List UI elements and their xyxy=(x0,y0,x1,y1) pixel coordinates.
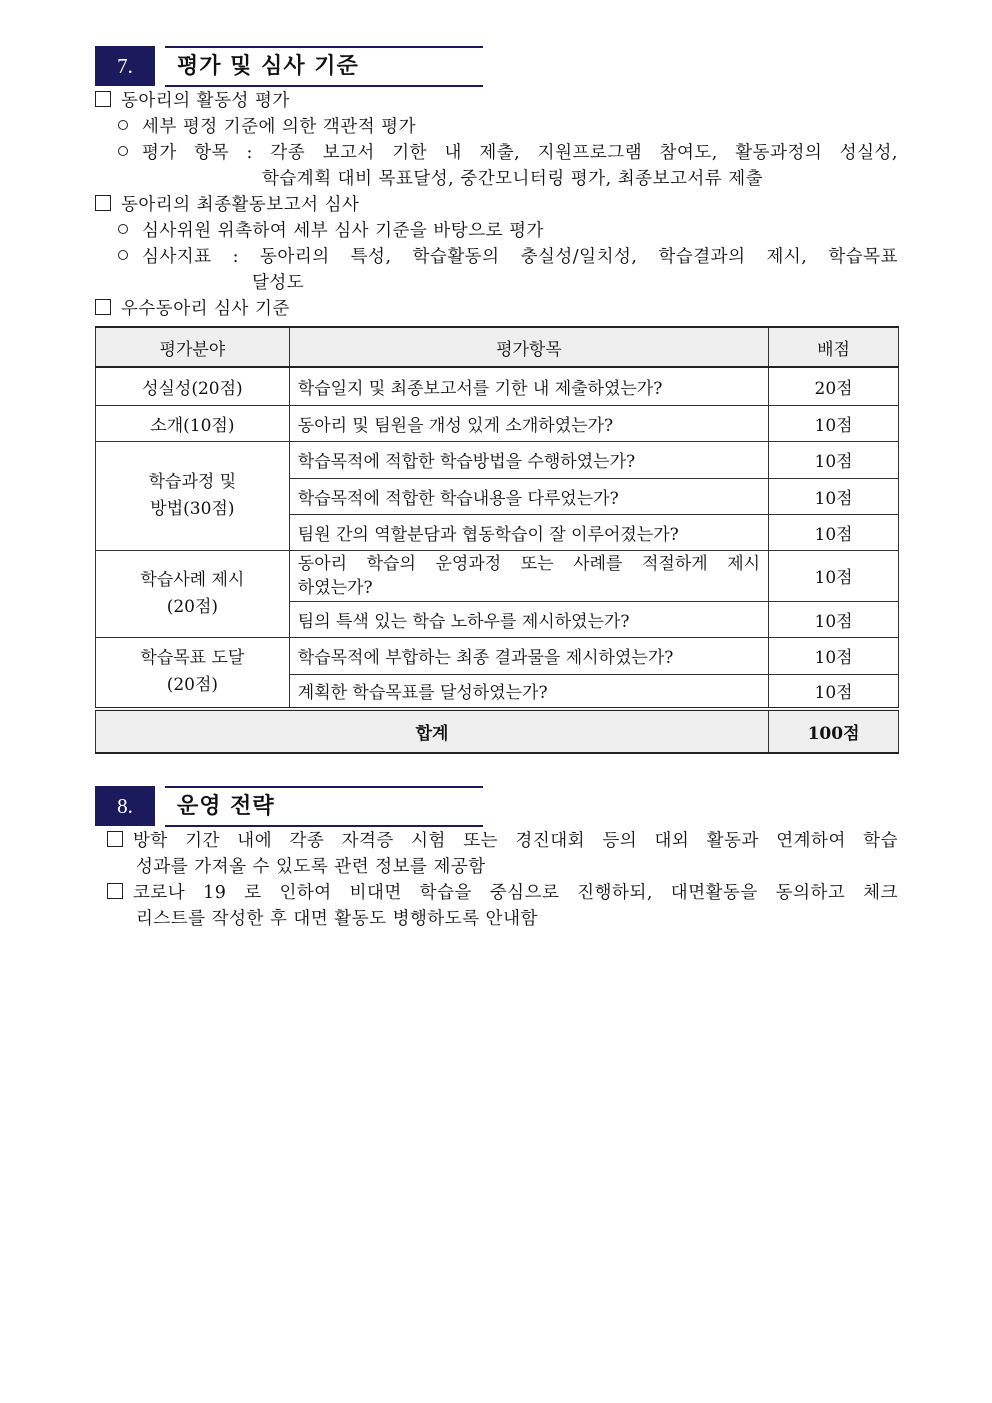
total-row xyxy=(96,709,899,753)
points-cell: 10점 xyxy=(769,674,899,709)
sub-bullet-eval-items-cont: 학습계획 대비 목표달성, 중간모니터링 평가, 최종보고서류 제출 xyxy=(262,169,764,189)
bullet-covid-notice: 코로나 19 로 인하여 비대면 학습을 중심으로 진행하되, 대면활동을 동의하고 체크 xyxy=(107,880,898,906)
header-points: 배점 xyxy=(769,327,899,367)
table-row xyxy=(96,550,899,601)
item-cell: 동아리 학습의 운영과정 또는 사례를 적절하게 제시 하였는가? xyxy=(289,550,768,601)
criteria-table xyxy=(95,326,899,754)
circle-bullet-icon xyxy=(118,224,128,234)
header-item: 평가항목 xyxy=(289,327,768,367)
bullet-vacation-activity: 방학 기간 내에 각종 자격증 시험 또는 경진대회 등의 대외 활동과 연계하여 학습 xyxy=(107,828,898,854)
table-row xyxy=(96,637,899,674)
section-7-title: 평가 및 심사 기준 xyxy=(165,46,483,87)
checkbox-square-icon xyxy=(95,299,111,315)
category-cell: 학습과정 및 방법(30점) xyxy=(96,441,290,550)
checkbox-square-icon xyxy=(107,831,123,847)
section-8-number: 8. xyxy=(95,786,155,826)
checkbox-square-icon xyxy=(95,195,111,211)
item-cell: 계획한 학습목표를 달성하였는가? xyxy=(289,674,768,709)
points-cell: 10점 xyxy=(769,601,899,637)
points-cell: 10점 xyxy=(769,514,899,550)
circle-bullet-icon xyxy=(118,250,128,260)
sub-bullet-indicators: 심사지표 : 동아리의 특성, 학습활동의 충실성/일치성, 학습결과의 제시, 학습목표 xyxy=(118,244,898,270)
category-cell: 소개(10점) xyxy=(96,405,290,441)
points-cell: 10점 xyxy=(769,550,899,601)
item-cell: 학습목적에 적합한 학습방법을 수행하였는가? xyxy=(289,441,768,478)
category-cell: 성실성(20점) xyxy=(96,367,290,405)
header-category: 평가분야 xyxy=(96,327,290,367)
total-points: 100점 xyxy=(769,709,899,753)
table-header-row xyxy=(96,327,899,367)
checkbox-square-icon xyxy=(107,883,123,899)
sub-bullet-eval-items: 평가 항목 : 각종 보고서 기한 내 제출, 지원프로그램 참여도, 활동과정의 성실성, xyxy=(118,140,898,166)
bullet-vacation-activity-cont: 성과를 가져올 수 있도록 관련 정보를 제공함 xyxy=(136,857,486,877)
table-row xyxy=(96,367,899,405)
checkbox-square-icon xyxy=(95,91,111,107)
circle-bullet-icon xyxy=(118,120,128,130)
section-7-number: 7. xyxy=(95,46,155,86)
sub-bullet-objective-eval: 세부 평정 기준에 의한 객관적 평가 xyxy=(118,114,416,140)
item-cell: 학습목적에 적합한 학습내용을 다루었는가? xyxy=(289,478,768,514)
bullet-covid-notice-cont: 리스트를 작성한 후 대면 활동도 병행하도록 안내함 xyxy=(136,909,538,929)
item-cell: 학습일지 및 최종보고서를 기한 내 제출하였는가? xyxy=(289,367,768,405)
section-8-header xyxy=(95,786,483,826)
sub-bullet-committee: 심사위원 위촉하여 세부 심사 기준을 바탕으로 평가 xyxy=(118,218,544,244)
points-cell: 10점 xyxy=(769,405,899,441)
table-row xyxy=(96,405,899,441)
bullet-final-report: 동아리의 최종활동보고서 심사 xyxy=(95,192,359,218)
points-cell: 20점 xyxy=(769,367,899,405)
category-cell: 학습목표 도달 (20점) xyxy=(96,637,290,709)
points-cell: 10점 xyxy=(769,637,899,674)
section-8-title: 운영 전략 xyxy=(165,786,483,827)
item-cell: 팀원 간의 역할분담과 협동학습이 잘 이루어졌는가? xyxy=(289,514,768,550)
total-label: 합계 xyxy=(96,709,769,753)
item-cell: 학습목적에 부합하는 최종 결과물을 제시하였는가? xyxy=(289,637,768,674)
points-cell: 10점 xyxy=(769,441,899,478)
bullet-activity-eval: 동아리의 활동성 평가 xyxy=(95,88,290,114)
table-row xyxy=(96,441,899,478)
bullet-excellent-club: 우수동아리 심사 기준 xyxy=(95,296,290,322)
points-cell: 10점 xyxy=(769,478,899,514)
item-cell: 동아리 및 팀원을 개성 있게 소개하였는가? xyxy=(289,405,768,441)
sub-bullet-indicators-cont: 달성도 xyxy=(252,273,305,293)
section-7-header xyxy=(95,46,483,86)
item-cell: 팀의 특색 있는 학습 노하우를 제시하였는가? xyxy=(289,601,768,637)
category-cell: 학습사례 제시 (20점) xyxy=(96,550,290,637)
circle-bullet-icon xyxy=(118,146,128,156)
